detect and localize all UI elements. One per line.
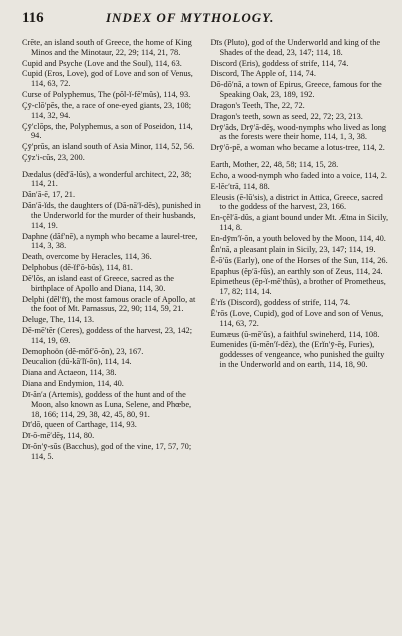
index-entry: Curse of Polyphemus, The (pŏl-ĭ-fē′mŭs), 114, 93. [22,90,191,100]
page-header [22,10,390,32]
index-entry: Ĕn′nā, a pleasant plain in Sicily, 23, 147; 114, 19. [210,244,376,254]
index-entry: Crēte, an island south of Greece, the home of King Minos and the Minotaur, 22, 29; 114, 21, 78. [22,38,192,57]
index-entry: Daphne (dăf′nē), a nymph who became a laurel-tree, 114, 3, 38. [22,231,198,251]
index-entry: Diana and Actaeon, 114, 38. [22,368,117,378]
index-entry: Delphi (dĕl′fī), the most famous oracle of Apollo, at the foot of Mt. Parnassus, 22, 90; 114, 59, 21. [22,294,196,314]
index-entry: Çȳz′i-cŭs, 23, 200. [22,153,85,163]
index-entry: Dragon's Teeth, The, 22, 72. [210,100,305,110]
left-column [22,38,202,463]
index-entry: Dăn′ā-ē, 17, 21. [22,190,76,200]
index-entry: Dīs (Pluto), god of the Underworld and king of the Shades of the dead, 23, 147; 114, 18. [210,38,381,57]
index-entry: Deucalion (dū-kā′lĭ-ŏn), 114, 14. [22,357,132,367]
index-entry: Dī-ō-mē′dēş, 114, 80. [22,431,95,441]
index-entry: En-dȳm′ĭ-ŏn, a youth beloved by the Moon, 114, 40. [210,233,386,243]
index-entry: Çȳ′prŭs, an island south of Asia Minor, 114, 52, 56. [22,142,195,152]
index-entry: Dăn′ā-ĭds, the daughters of (Dă-nā′ĭ-dēs), punished in the Underworld for the murder of their husbands, 114, 19. [22,201,201,230]
index-entry: Dragon's teeth, sown as seed, 22, 72; 23, 213. [210,111,363,121]
index-entry: Eumenides (ū-mĕn′ĭ-dēz), the (Erĭn′ȳ-ēş, Furies), goddesses of vengeance, who punished the guilty in the Underworld and on earth, 114, 18, 90. [210,340,385,369]
index-entry: Dædalus (dĕd′ā-lŭs), a wonderful architect, 22, 38; 114, 21. [22,169,192,189]
index-entry: Drȳ′ăds, Drȳ′ā-dēş, wood-nymphs who lived as long as the forests were their home, 114, 1, 3, 38. [210,122,387,142]
index-columns [22,38,390,463]
right-column [211,38,391,463]
index-entry: Dī′dō, queen of Carthage, 114, 93. [22,420,137,430]
index-entry: Dē′lŏs, an island east of Greece, sacred as the birthplace of Apollo and Diana, 114, 30. [22,273,174,293]
page-number: 116 [22,10,44,26]
index-entry: Cupid and Psyche (Love and the Soul), 114, 63. [22,58,182,68]
index-entry: Epimetheus (ĕp-ĭ-mē′thūs), a brother of Prometheus, 17, 82; 114, 14. [210,277,386,297]
index-entry: Ē-ō′ŭs (Early), one of the Horses of the Sun, 114, 26. [210,255,388,265]
index-entry: Death, overcome by Heracles, 114, 36. [22,252,152,262]
index-entry: Dē-mē′tēr (Ceres), goddess of the harvest, 23, 142; 114, 19, 69. [22,325,193,345]
index-entry: Diana and Endymion, 114, 40. [22,379,124,389]
index-entry: Eleusis (ē-lū′sis), a district in Attica, Greece, sacred to the goddess of the harvest, 23, 166. [210,192,383,212]
index-entry: Ē′rĭs (Discord), goddess of strife, 114, 74. [210,298,351,308]
running-title: INDEX OF MYTHOLOGY. [106,10,275,25]
index-entry: Drȳ′ŏ-pē, a woman who became a lotus-tree, 114, 2. [210,143,385,153]
index-entry: Deluge, The, 114, 13. [22,315,95,325]
index-entry: Discord, The Apple of, 114, 74. [210,69,316,79]
index-entry: Dī-ŏn′ȳ-sŭs (Bacchus), god of the vine, 17, 57, 70; 114, 5. [22,442,192,461]
index-entry: E-lĕc′trā, 114, 88. [210,181,270,191]
index-entry: Çȳ′clōps, the, Polyphemus, a son of Poseidon, 114, 94. [22,121,193,141]
index-entry: En-çĕl′ā-dŭs, a giant bound under Mt. Ætna in Sicily, 114, 8. [210,213,389,233]
index-entry: Eumæus (ū-mē′ŭs), a faithful swineherd, 114, 108. [210,329,380,339]
index-entry: Çȳ-clō′pēs, the, a race of one-eyed giants, 23, 108; 114, 32, 94. [22,100,192,120]
index-entry: Dō-dō′nā, a town of Epirus, Greece, famous for the Speaking Oak, 23, 189, 192. [210,80,382,100]
index-entry: Ē′rōs (Love, Cupid), god of Love and son of Venus, 114, 63, 72. [210,308,384,328]
index-entry: Cupid (Eros, Love), god of Love and son of Venus, 114, 63, 72. [22,69,193,89]
index-entry: Epaphus (ĕp′ā-fŭs), an earthly son of Zeus, 114, 24. [210,266,383,276]
index-entry: Dī-ăn′a (Artemis), goddess of the hunt and of the Moon, also known as Luna, Selene, and Phœbe, 18, 166; 114, 29, 38, 42, 45, 80, 91. [22,390,192,419]
index-entry: Demophoön (dĕ-mŏf′ō-ŏn), 23, 167. [22,346,144,356]
index-entry: Delphobus (dē-ĭf′ō-bŭs), 114, 81. [22,263,133,273]
index-entry: Earth, Mother, 22, 48, 58; 114, 15, 28. [210,160,339,170]
index-entry: Discord (Eris), goddess of strife, 114, 74. [210,58,349,68]
index-entry: Echo, a wood-nymph who faded into a voice, 114, 2. [210,170,387,180]
